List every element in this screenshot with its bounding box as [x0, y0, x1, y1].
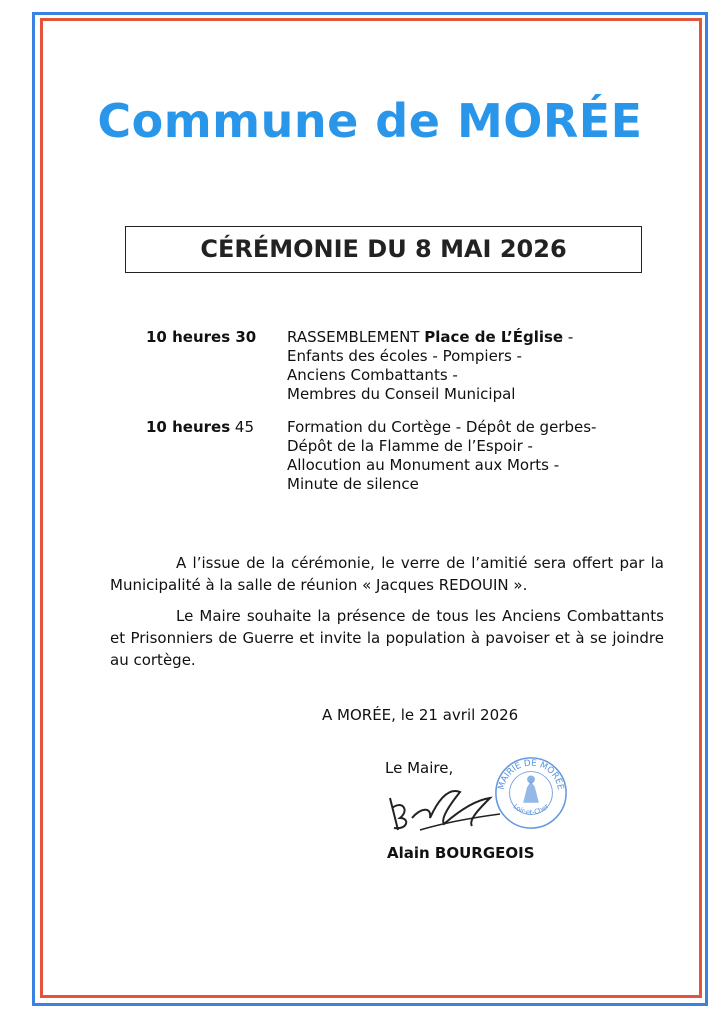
program-time — [146, 418, 254, 436]
seal-text-top: MAIRIE DE MORÉE — [496, 758, 566, 791]
date-line: A MORÉE, le 21 avril 2026 — [322, 706, 519, 724]
program-lines — [287, 328, 573, 404]
paragraph-invitation-text: Le Maire souhaite la présence de tous les Anciens Combattants et Prisonniers de Guerre et invite la population à pavoiser et à se joindre au cortège. — [110, 607, 664, 669]
program-line: Enfants des écoles - Pompiers - — [287, 347, 522, 365]
program-lines — [287, 418, 596, 494]
program-line: Minute de silence — [287, 475, 419, 493]
signature-image — [380, 778, 510, 838]
program-line-dash: - — [563, 328, 574, 346]
paragraph-reception — [110, 552, 664, 596]
program-line: Formation du Cortège - Dépôt de gerbes- — [287, 418, 597, 436]
frame-red-border — [40, 18, 702, 998]
program-line-text: RASSEMBLEMENT — [287, 328, 425, 346]
program-line: Dépôt de la Flamme de l’Espoir - — [287, 437, 533, 455]
program-line-place: Place de L’Église — [424, 328, 564, 346]
mairie-seal-stamp — [492, 754, 570, 832]
svg-text:Loir-et-Cher — [512, 802, 551, 816]
program-line: Anciens Combattants - — [287, 366, 458, 384]
ceremony-title: CÉRÉMONIE DU 8 MAI 2026 — [200, 235, 567, 263]
program-line: Membres du Conseil Municipal — [287, 385, 516, 403]
paragraph-reception-text: A l’issue de la cérémonie, le verre de l’amitié sera offert par la Municipalité à la salle de réunion « Jacques REDOUIN ». — [110, 554, 664, 594]
program-line — [287, 328, 573, 347]
program-line: Allocution au Monument aux Morts - — [287, 456, 560, 474]
ceremony-title-box — [125, 226, 642, 273]
program-time-bold: 10 heures 30 — [146, 328, 257, 346]
seal-text-bottom: Loir-et-Cher — [511, 802, 551, 817]
page-title: Commune de MORÉE — [97, 94, 643, 148]
maire-name: Alain BOURGEOIS — [387, 844, 535, 862]
maire-label: Le Maire, — [385, 759, 454, 777]
program-time — [146, 328, 256, 346]
paragraph-invitation — [110, 605, 664, 671]
program-time-bold: 10 heures — [146, 418, 231, 436]
program-time-rest: 45 — [230, 418, 254, 436]
